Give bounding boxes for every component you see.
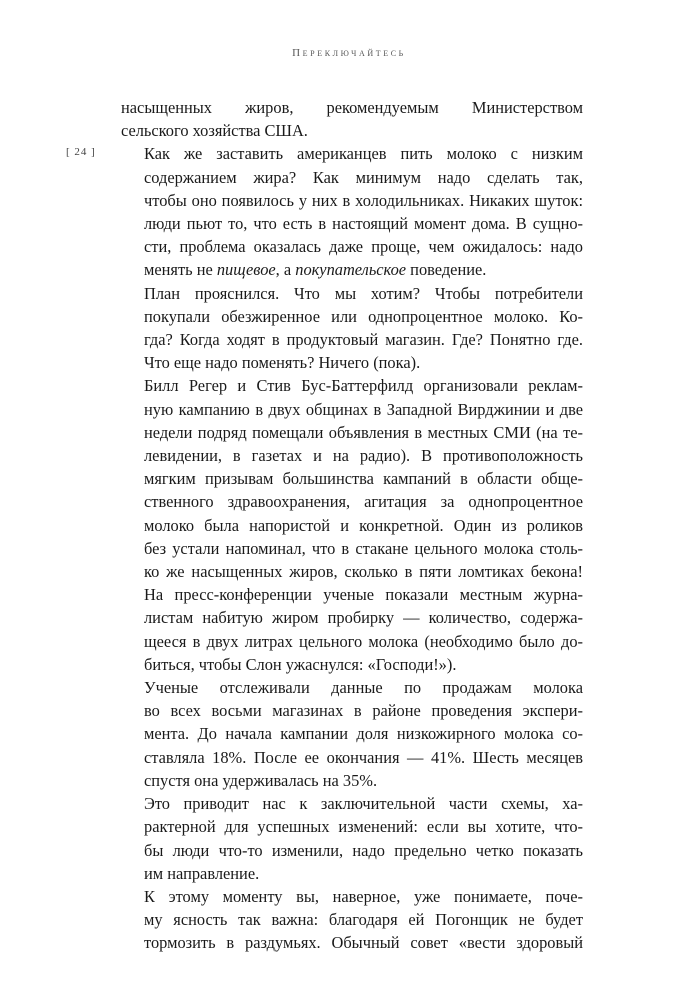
text-line: ставляла 18%. После ее окончания — 41%. Шесть месяцев bbox=[144, 747, 583, 767]
text-line: тормозить в раздумьях. Обычный совет «вести здоровый bbox=[144, 933, 583, 953]
text-line: Билл Регер и Стив Бус-Баттерфилд организовали реклам- bbox=[144, 376, 583, 396]
text-line: рактерной для успешных изменений: если вы хотите, что- bbox=[144, 817, 583, 837]
paragraph-6 bbox=[121, 792, 583, 885]
text-line: без устали напоминал, что в стакане цельного молока столь- bbox=[144, 538, 583, 558]
text-line: мента. До начала кампании доля низкожирного молока со- bbox=[144, 724, 583, 744]
text-line: люди пьют то, что есть в настоящий момент дома. В сущно- bbox=[144, 214, 583, 234]
text-line: Ученые отслеживали данные по продажам молока bbox=[144, 678, 583, 698]
paragraph-3 bbox=[121, 282, 583, 375]
paragraph-1 bbox=[121, 96, 583, 142]
page-number: [ 24 ] bbox=[66, 146, 96, 158]
text-line: гда? Когда ходят в продуктовый магазин. Где? Понятно где. bbox=[144, 330, 583, 350]
paragraph-7 bbox=[121, 885, 583, 955]
text-line: спустя она удерживалась на 35%. bbox=[144, 770, 378, 790]
text-line: му ясность так важна: благодаря ей Погонщик не будет bbox=[144, 910, 583, 930]
text-line-emphasis: менять не пищевое, а покупательское поведение. bbox=[144, 260, 487, 280]
text-line: мягким призывам большинства кампаний в области обще- bbox=[144, 469, 583, 489]
text-line: сти, проблема оказалась даже проще, чем ожидалось: надо bbox=[144, 237, 583, 257]
text-line: недели подряд помещали объявления в местных СМИ (на те- bbox=[144, 422, 583, 442]
text-line: насыщенных жиров, рекомендуемым Министерством bbox=[121, 98, 583, 117]
paragraph-5 bbox=[121, 676, 583, 792]
text-line: Что еще надо поменять? Ничего (пока). bbox=[144, 353, 421, 373]
text-line: ственного здравоохранения, агитация за однопроцентное bbox=[144, 492, 583, 512]
text-line: чтобы оно появилось у них в холодильниках. Никаких шуток: bbox=[144, 190, 583, 210]
text-line: План прояснился. Что мы хотим? Чтобы потребители bbox=[144, 283, 583, 303]
text-line: молоко была напористой и конкретной. Один из роликов bbox=[144, 515, 583, 535]
text-line: во всех восьми магазинах в районе проведения экспери- bbox=[144, 701, 583, 721]
running-head: Переключайтесь bbox=[292, 47, 406, 59]
text-line: бы люди что-то изменили, надо предельно четко показать bbox=[144, 840, 583, 860]
text-line: сельского хозяйства США. bbox=[121, 121, 308, 141]
text-line: К этому моменту вы, наверное, уже понимаете, поче- bbox=[144, 886, 583, 906]
text-line: ную кампанию в двух общинах в Западной Вирджинии и две bbox=[144, 399, 583, 419]
body-text bbox=[121, 96, 583, 955]
text-line: На пресс-конференции ученые показали местным журна- bbox=[144, 585, 583, 605]
paragraph-2 bbox=[121, 142, 583, 281]
text-line: ко же насыщенных жиров, сколько в пяти ломтиках бекона! bbox=[144, 562, 583, 582]
emphasis-word: пищевое bbox=[216, 260, 276, 280]
text-line: содержанием жира? Как минимум надо сделать так, bbox=[144, 167, 583, 187]
text-line: Это приводит нас к заключительной части схемы, ха- bbox=[144, 794, 583, 814]
paragraph-4 bbox=[121, 374, 583, 676]
text-line: биться, чтобы Слон ужаснулся: «Господи!»). bbox=[144, 654, 457, 674]
text-line: Как же заставить американцев пить молоко с низким bbox=[144, 144, 583, 164]
emphasis-word: покупательское bbox=[295, 260, 407, 280]
text-line: левидении, в газетах и на радио). В противоположность bbox=[144, 446, 583, 466]
text-line: покупали обезжиренное или однопроцентное молоко. Ко- bbox=[144, 306, 583, 326]
text-line: им направление. bbox=[144, 863, 260, 883]
text-line: листам набитую жиром пробирку — количество, содержа- bbox=[144, 608, 583, 628]
text-line: щееся в двух литрах цельного молока (необходимо было до- bbox=[144, 631, 583, 651]
